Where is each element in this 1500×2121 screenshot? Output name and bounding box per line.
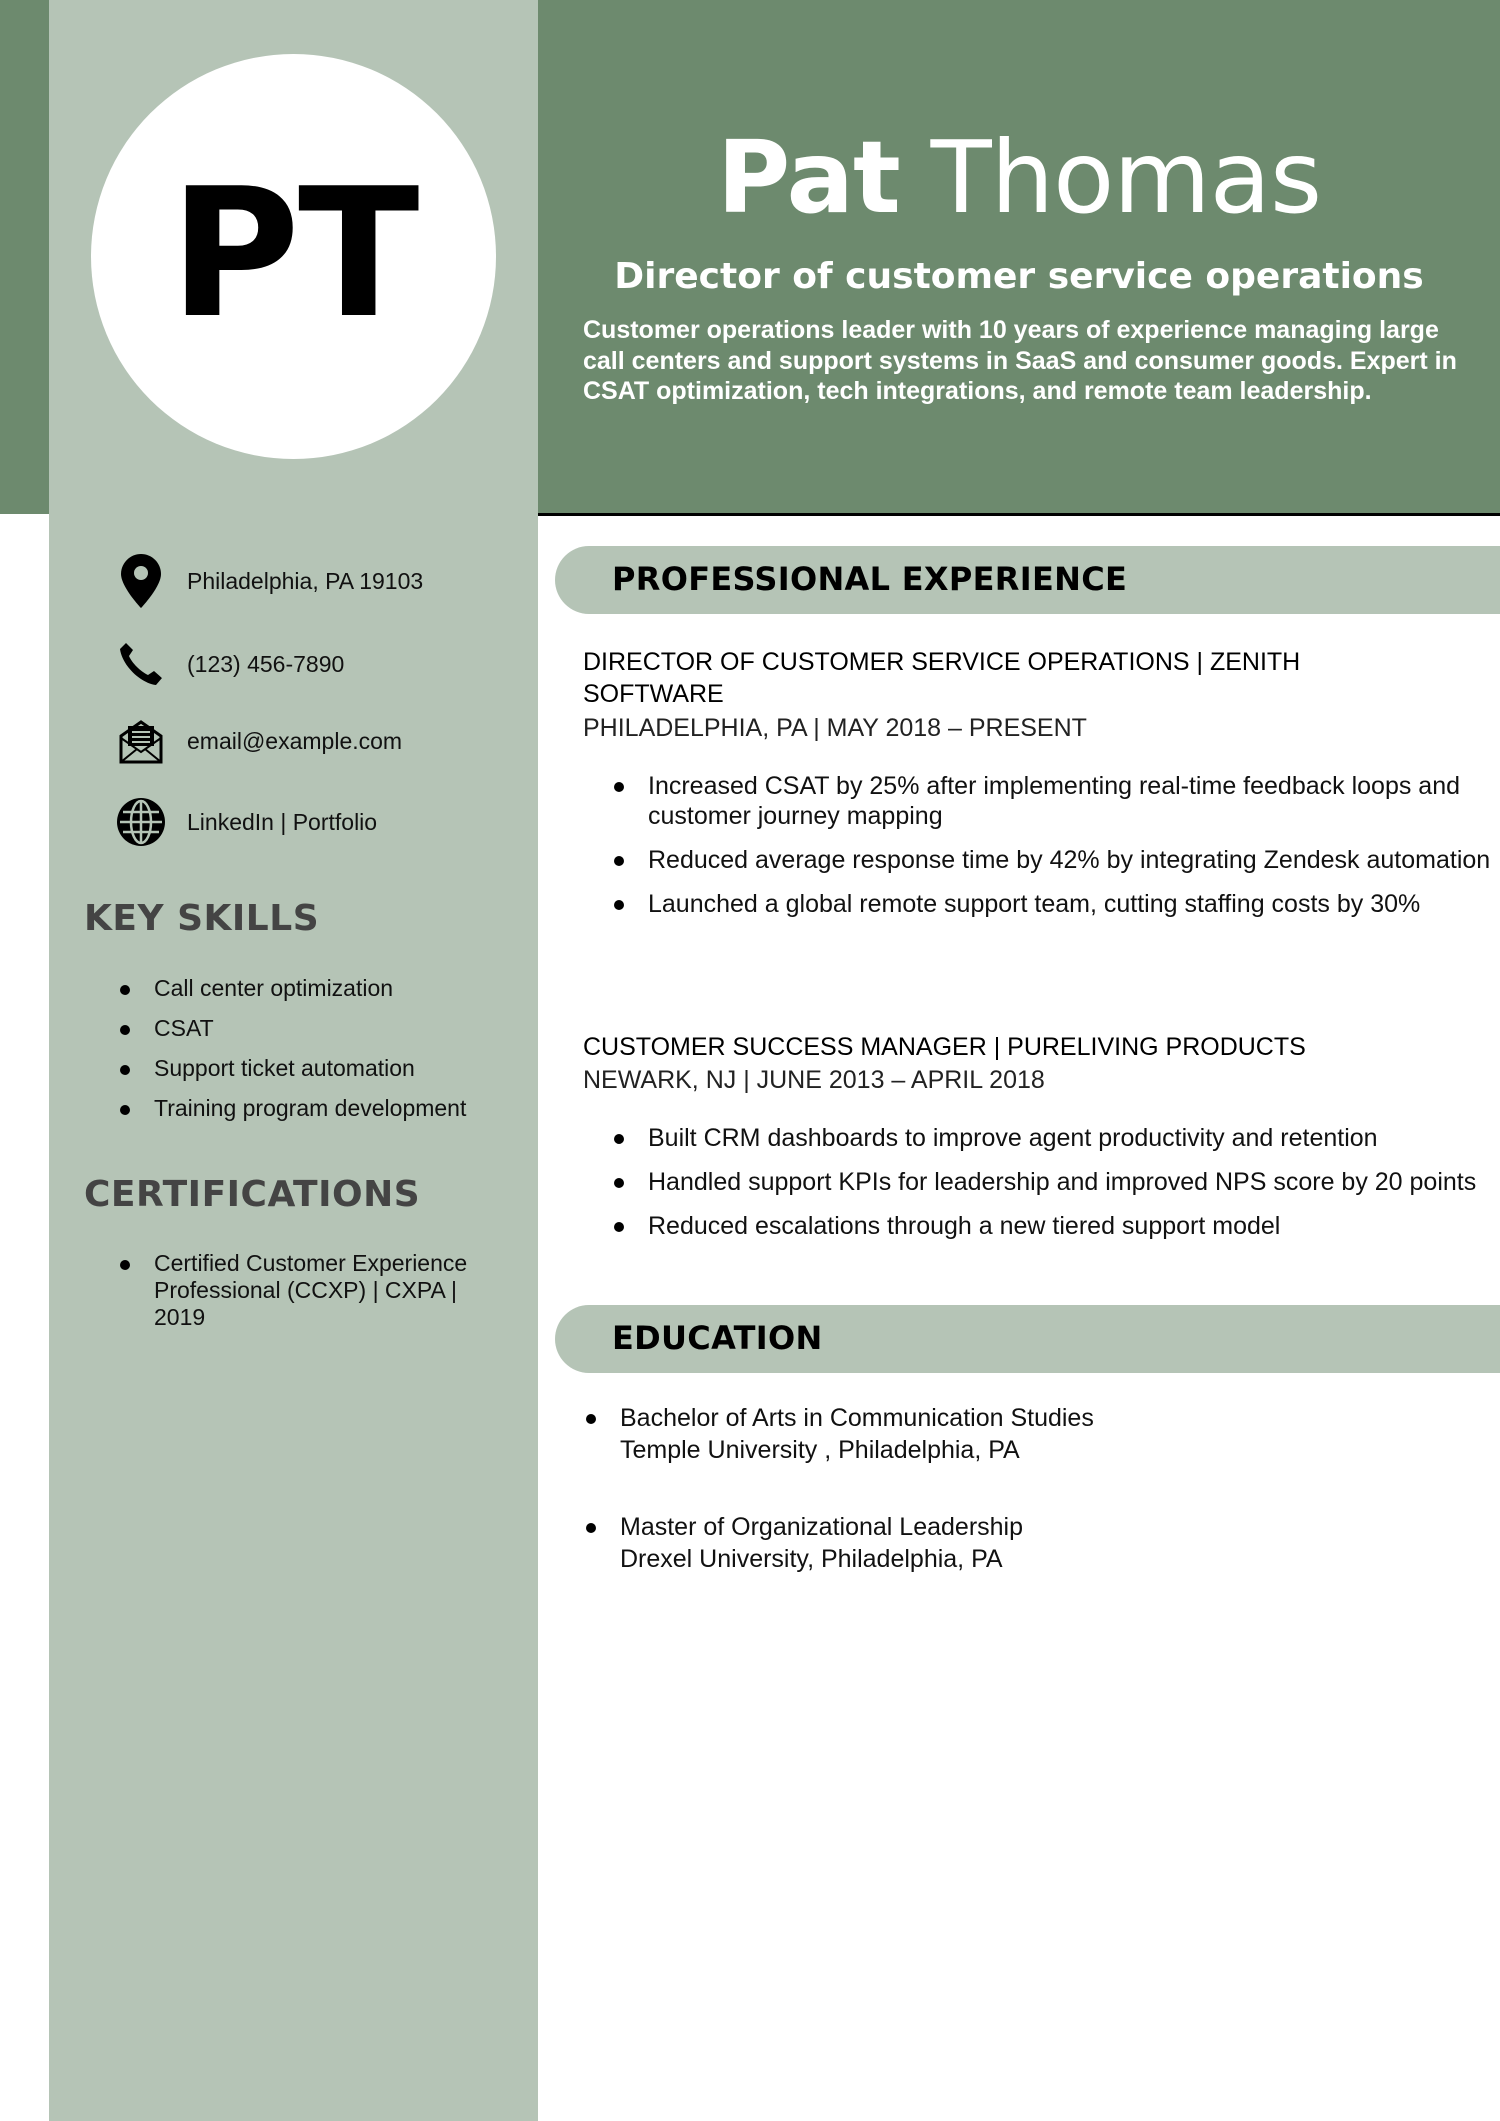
skill-item: Training program development	[118, 1095, 518, 1122]
skill-item: CSAT	[118, 1015, 518, 1042]
job-title: DIRECTOR OF CUSTOMER SERVICE OPERATIONS | ZENITH SOFTWARE	[583, 648, 1301, 708]
contact-phone[interactable]	[115, 634, 515, 694]
job-bullets	[612, 771, 1492, 919]
job-meta: NEWARK, NJ | JUNE 2013 – APRIL 2018	[583, 1066, 1045, 1094]
job-bullet: Launched a global remote support team, cutting staffing costs by 30%	[612, 889, 1492, 919]
job-bullet: Reduced average response time by 42% by integrating Zendesk automation	[612, 845, 1492, 875]
phone-text: (123) 456-7890	[187, 650, 345, 677]
contact-location	[115, 551, 515, 611]
contact-links[interactable]	[115, 792, 515, 852]
skill-item: Call center optimization	[118, 975, 518, 1002]
key-skills-heading: KEY SKILLS	[84, 898, 320, 939]
avatar-initials: PT	[169, 150, 418, 357]
certifications-heading: CERTIFICATIONS	[84, 1174, 421, 1215]
certification-item: Certified Customer Experience Professional (CCXP) | CXPA | 2019	[118, 1250, 498, 1331]
education-section-header	[555, 1305, 1500, 1373]
degree: Master of Organizational Leadership	[620, 1513, 1024, 1541]
job-role: Director of customer service operations	[614, 256, 1424, 297]
job-title: CUSTOMER SUCCESS MANAGER | PURELIVING PRODUCTS	[583, 1033, 1306, 1061]
first-name: Pat	[716, 119, 900, 236]
job-bullet: Handled support KPIs for leadership and improved NPS score by 20 points	[612, 1167, 1492, 1197]
education-heading: EDUCATION	[612, 1319, 823, 1357]
summary: Customer operations leader with 10 years of experience managing large call centers and support systems in SaaS and consumer goods. Expert in CSAT optimization, tech integrations, and remote team leadership.	[583, 316, 1457, 405]
job-bullet: Reduced escalations through a new tiered support model	[612, 1211, 1492, 1241]
certifications-list	[118, 1250, 498, 1331]
experience-section-header	[555, 546, 1500, 614]
left-margin	[0, 516, 49, 2121]
job-meta: PHILADELPHIA, PA | MAY 2018 – PRESENT	[583, 714, 1087, 742]
last-name: Thomas	[930, 119, 1322, 236]
candidate-name	[538, 118, 1500, 238]
job-bullet: Built CRM dashboards to improve agent productivity and retention	[612, 1123, 1492, 1153]
school: Temple University , Philadelphia, PA	[620, 1436, 1020, 1464]
avatar	[91, 54, 496, 459]
degree: Bachelor of Arts in Communication Studies	[620, 1404, 1094, 1432]
links-text: LinkedIn | Portfolio	[187, 808, 378, 835]
education-item	[583, 1402, 1463, 1466]
email-text: email@example.com	[187, 727, 403, 754]
header-divider	[538, 513, 1500, 516]
education-item	[583, 1511, 1463, 1575]
job-bullet: Increased CSAT by 25% after implementing real-time feedback loops and customer journey mapping	[612, 771, 1492, 831]
skill-item: Support ticket automation	[118, 1055, 518, 1082]
open-envelope-icon	[115, 715, 167, 767]
job-bullets	[612, 1123, 1492, 1241]
contact-email[interactable]	[115, 711, 515, 771]
skills-list	[118, 975, 518, 1122]
school: Drexel University, Philadelphia, PA	[620, 1545, 1003, 1573]
location-text: Philadelphia, PA 19103	[187, 567, 424, 594]
experience-heading: PROFESSIONAL EXPERIENCE	[612, 560, 1128, 598]
map-pin-icon	[115, 555, 167, 607]
globe-icon	[115, 796, 167, 848]
phone-icon	[115, 638, 167, 690]
